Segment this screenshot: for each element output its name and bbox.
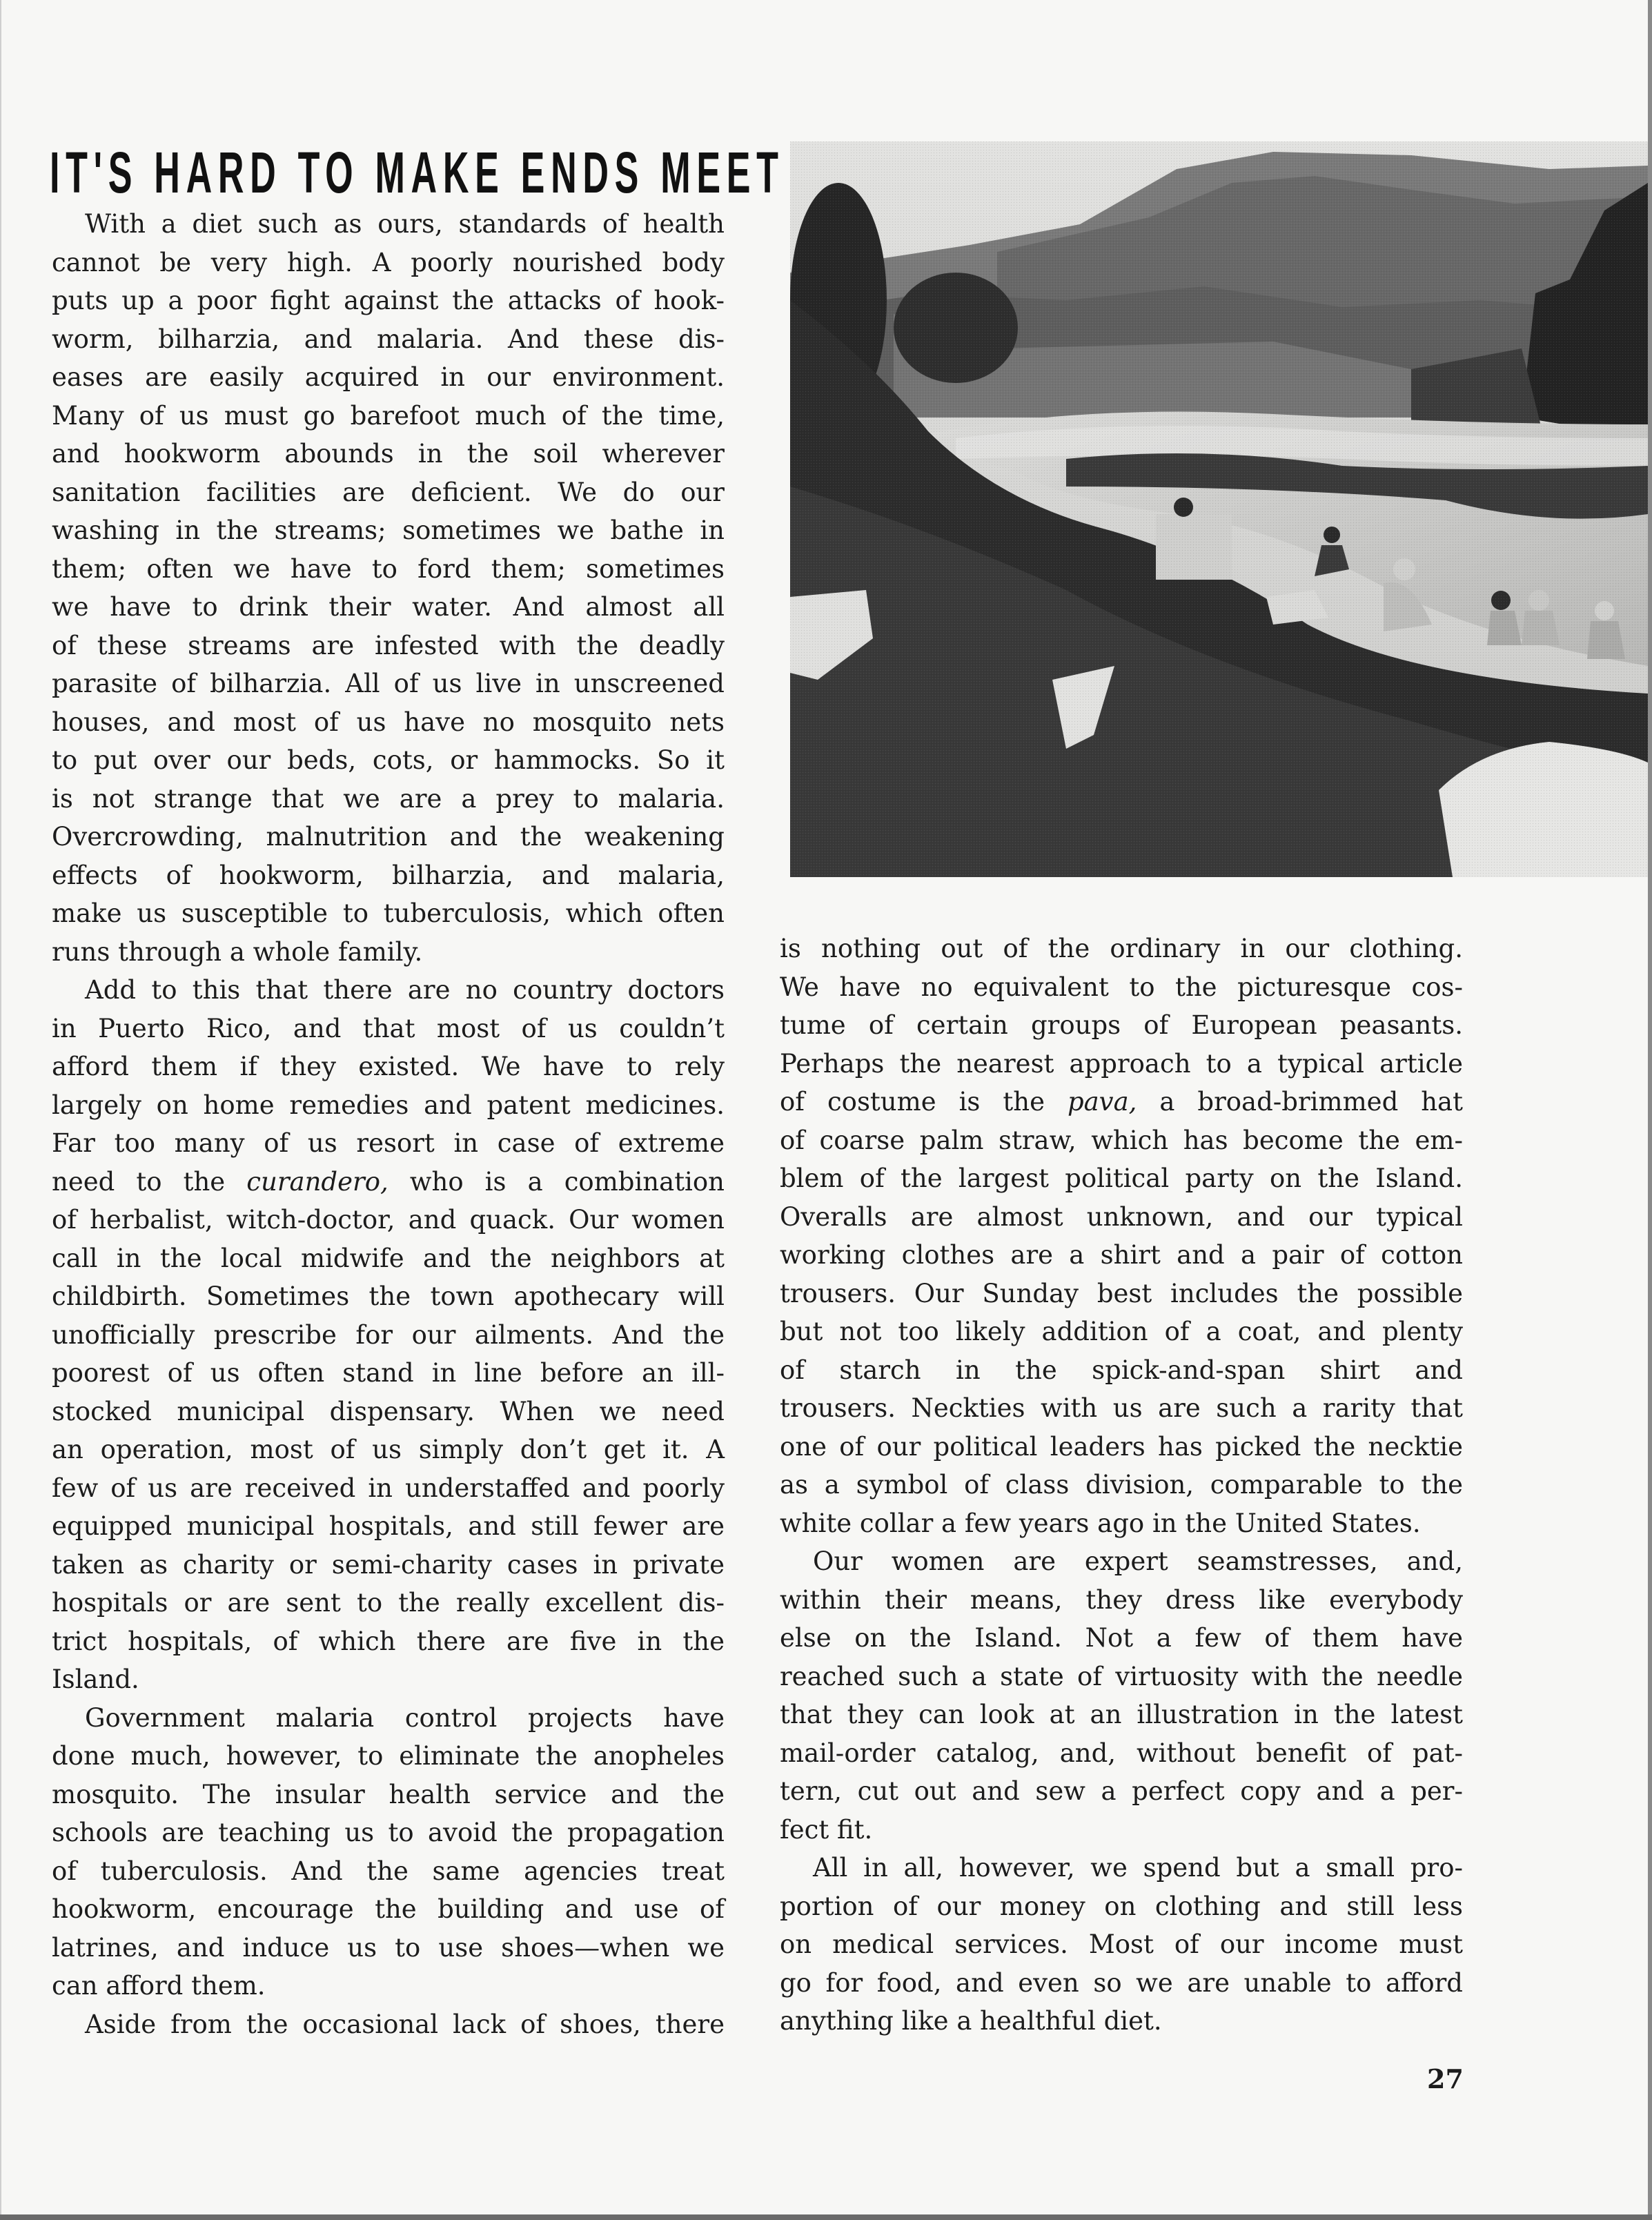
text-line: latrines, and induce us to use shoes—when we [52, 1932, 725, 1963]
italic-term: curandero, [246, 1166, 389, 1197]
text-line: make us susceptible to tuberculosis, which often [52, 898, 725, 928]
text-line: Overalls are almost unknown, and our typical [780, 1201, 1463, 1232]
text-line: runs through a whole family. [52, 936, 423, 967]
text-line: stocked municipal dispensary. When we need [52, 1396, 725, 1426]
text-line: With a diet such as ours, standards of health [85, 209, 725, 239]
text-line: on medical services. Most of our income must [780, 1929, 1463, 1959]
text-line: one of our political leaders has picked the necktie [780, 1431, 1463, 1462]
text-line: portion of our money on clothing and still less [780, 1891, 1463, 1921]
text-line: effects of hookworm, bilharzia, and malaria, [52, 860, 725, 890]
article-headline: IT'S HARD TO MAKE ENDS MEET [50, 140, 785, 205]
text-line: poorest of us often stand in line before an ill- [52, 1358, 725, 1388]
text-line: unofficially prescribe for our ailments. And the [52, 1319, 725, 1350]
text-line: hospitals or are sent to the really excellent dis- [52, 1588, 725, 1618]
text-line: few of us are received in understaffed and poorly [52, 1473, 725, 1503]
right-text-column [780, 930, 1463, 2041]
text-line: tume of certain groups of European peasants. [780, 1010, 1463, 1040]
text-line: that they can look at an illustration in the latest [780, 1700, 1463, 1729]
text-line: mosquito. The insular health service and the [52, 1779, 725, 1809]
text-line: and hookworm abounds in the soil wherever [52, 439, 725, 469]
text-line: trict hospitals, of which there are five in the [52, 1626, 725, 1656]
text-line: Perhaps the nearest approach to a typical article [780, 1048, 1463, 1079]
text-line: is not strange that we are a prey to malaria. [52, 783, 725, 814]
page-number: 27 [1427, 2063, 1464, 2094]
text-line: blem of the largest political party on the Island. [780, 1163, 1463, 1193]
text-line: else on the Island. Not a few of them have [780, 1623, 1463, 1653]
text-line: but not too likely addition of a coat, and plenty [780, 1317, 1463, 1346]
text-line: in Puerto Rico, and that most of us couldn’t [52, 1013, 725, 1043]
text-line: of starch in the spick-and-span shirt and [780, 1355, 1463, 1385]
left-text-column [52, 205, 725, 2043]
text-line: can afford them. [52, 1971, 266, 2001]
text-line: worm, bilharzia, and malaria. And these dis- [52, 324, 725, 354]
text-line: cannot be very high. A poorly nourished body [52, 247, 725, 277]
text-line: taken as charity or semi-charity cases in private [52, 1549, 725, 1580]
text-line: Overcrowding, malnutrition and the weakening [52, 822, 725, 852]
text-line: Add to this that there are no country doctors [85, 975, 725, 1005]
text-line: Many of us must go barefoot much of the time, [52, 400, 725, 431]
text-line: call in the local midwife and the neighbors at [52, 1243, 725, 1273]
text-line: anything like a healthful diet. [780, 2006, 1162, 2036]
text-line: afford them if they existed. We have to rely [52, 1052, 725, 1081]
text-line: fect fit. [780, 1814, 873, 1845]
text-line: go for food, and even so we are unable to afford [780, 1967, 1463, 1998]
text-line: trousers. Neckties with us are such a rarity that [780, 1393, 1463, 1423]
text-line: trousers. Our Sunday best includes the possible [780, 1278, 1463, 1308]
text-line: schools are teaching us to avoid the propagation [52, 1818, 725, 1847]
text-line: done much, however, to eliminate the anopheles [52, 1741, 725, 1771]
text-line: Island. [52, 1664, 139, 1694]
text-line: childbirth. Sometimes the town apothecary will [52, 1281, 725, 1311]
text-line: washing in the streams; sometimes we bathe in [52, 515, 725, 545]
text-line: We have no equivalent to the picturesque cos- [780, 972, 1463, 1002]
page-edge-right [1648, 0, 1652, 2220]
text-line: Far too many of us resort in case of extreme [52, 1128, 725, 1158]
text-line: equipped municipal hospitals, and still fewer are [52, 1511, 725, 1541]
text-line: an operation, most of us simply don’t get it. A [52, 1435, 725, 1464]
text-line: of tuberculosis. And the same agencies treat [52, 1856, 725, 1886]
text-line: we have to drink their water. And almost all [52, 592, 725, 622]
text-line: parasite of bilharzia. All of us live in unscreened [52, 669, 725, 698]
page-edge-bottom [0, 2214, 1652, 2220]
text-line: eases are easily acquired in our environment. [52, 362, 725, 392]
text-line: working clothes are a shirt and a pair of cotton [780, 1240, 1463, 1270]
text-line: sanitation facilities are deficient. We do our [52, 477, 725, 507]
river-washing-photo [790, 141, 1648, 877]
text-line: largely on home remedies and patent medicines. [52, 1090, 725, 1120]
text-line: them; often we have to ford them; sometimes [52, 553, 725, 584]
text-line: houses, and most of us have no mosquito nets [52, 707, 725, 737]
text-line: Aside from the occasional lack of shoes, there [85, 2009, 725, 2039]
text-line: of coarse palm straw, which has become the em- [780, 1125, 1463, 1155]
text-line: white collar a few years ago in the United States. [780, 1508, 1421, 1538]
text-line: is nothing out of the ordinary in our clothing. [780, 934, 1463, 963]
photo-illustration [790, 141, 1648, 877]
text-line: as a symbol of class division, comparable to the [780, 1470, 1463, 1500]
text-line: of costume is the pava, a broad-brimmed hat [780, 1087, 1463, 1117]
text-line: within their means, they dress like everybody [780, 1584, 1463, 1615]
text-line: to put over our beds, cots, or hammocks. So it [52, 745, 725, 775]
text-line: puts up a poor fight against the attacks of hook- [52, 286, 725, 315]
text-line: hookworm, encourage the building and use of [52, 1894, 725, 1924]
text-line: of herbalist, witch-doctor, and quack. Our women [52, 1205, 725, 1235]
text-line: tern, cut out and sew a perfect copy and a per- [780, 1776, 1463, 1806]
text-line: of these streams are infested with the deadly [52, 630, 725, 660]
text-line: Government malaria control projects have [85, 1702, 725, 1733]
page-edge-left [0, 0, 1, 2220]
italic-term: pava, [1067, 1087, 1137, 1117]
text-line: Our women are expert seamstresses, and, [813, 1546, 1463, 1576]
text-line: All in all, however, we spend but a small pro- [813, 1853, 1463, 1883]
text-line: reached such a state of virtuosity with the needle [780, 1661, 1463, 1691]
text-line: need to the curandero, who is a combination [52, 1166, 725, 1197]
text-line: mail-order catalog, and, without benefit of pat- [780, 1738, 1463, 1768]
